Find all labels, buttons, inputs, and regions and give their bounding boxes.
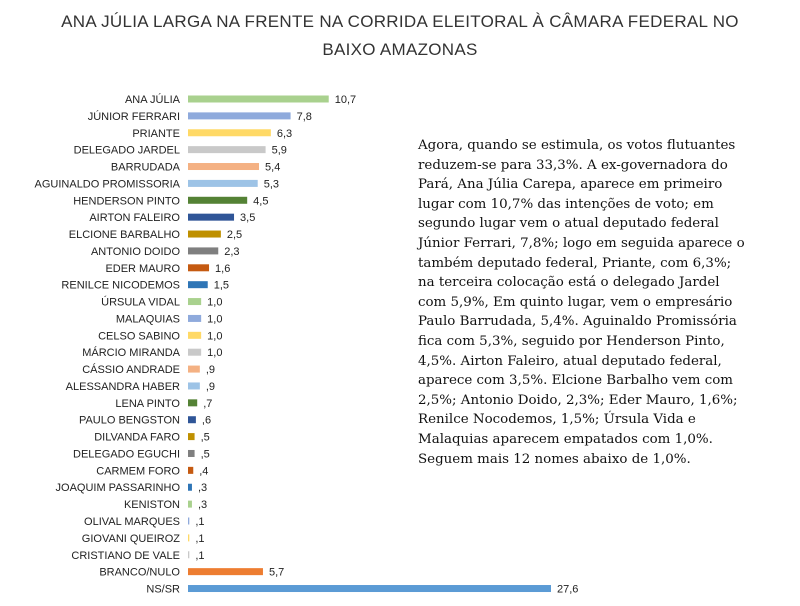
value-label-ursula-vidal: 1,0 — [207, 296, 223, 309]
value-label-keniston: ,3 — [197, 499, 208, 512]
value-label-renilce-nicodemos: 1,5 — [213, 279, 230, 292]
category-label-paulo-bengston: PAULO BENGSTON — [78, 414, 180, 427]
value-label-carmem-foro: ,4 — [199, 465, 209, 478]
bar-ns-sr — [188, 585, 551, 592]
bar-junior-ferrari — [188, 112, 291, 119]
bar-cassio-andrade — [188, 366, 200, 373]
article-line: Júnior Ferrari, 7,8%; logo em seguida aparece o — [418, 235, 745, 251]
value-label-delegado-eguchi: ,5 — [200, 448, 210, 461]
article-line: Agora, quando se estimula, os votos flutuantes — [418, 138, 736, 153]
article-line: segundo lugar vem o atual deputado federal — [418, 216, 719, 232]
bar-alessandra-haber — [188, 382, 200, 389]
value-label-branco-nulo: 5,7 — [268, 566, 285, 579]
article-line: Malaquias aparecem empatados com 1,0%. — [418, 431, 713, 447]
bar-dilvanda-faro — [188, 433, 195, 440]
bar-eder-mauro — [188, 264, 209, 271]
value-label-airton-faleiro: 3,5 — [240, 212, 256, 225]
bar-celso-sabino — [188, 332, 201, 339]
value-label-lena-pinto: ,7 — [203, 397, 213, 410]
bar-olival-marques — [188, 518, 189, 525]
article-line: Seguem mais 12 nomes abaixo de 1,0%. — [418, 451, 691, 467]
value-label-cassio-andrade: ,9 — [205, 364, 216, 377]
value-label-barrudada: 5,4 — [265, 161, 281, 174]
bar-henderson-pinto — [188, 197, 247, 204]
category-label-ns-sr: NS/SR — [146, 583, 180, 596]
article-line: aparece com 3,5%. Elcione Barbalho vem com — [418, 373, 734, 389]
bar-carmem-foro — [188, 467, 193, 474]
category-label-alessandra-haber: ALESSANDRA HABER — [65, 380, 180, 393]
article-line: Paulo Barrudada, 5,4%. Aguinaldo Promissória — [418, 314, 737, 330]
bar-aguinaldo-promissoria — [188, 180, 258, 187]
bar-airton-faleiro — [188, 214, 234, 221]
article-line: fica com 5,3%, seguido por Henderson Pinto, — [418, 333, 725, 349]
bar-keniston — [188, 501, 192, 508]
chart-title-line-1: ANA JÚLIA LARGA NA FRENTE NA CORRIDA ELEITORAL À CÂMARA FEDERAL NO — [61, 12, 739, 31]
value-label-marcio-miranda: 1,0 — [207, 347, 223, 360]
article-line: lugar com 10,7% das intenções de voto; em — [418, 196, 714, 212]
value-label-olival-marques: ,1 — [195, 516, 205, 528]
bar-ana-julia — [188, 96, 329, 103]
category-label-lena-pinto: LENA PINTO — [115, 397, 180, 410]
category-label-eder-mauro: EDER MAURO — [105, 262, 180, 275]
bar-branco-nulo — [188, 568, 263, 575]
article-line: com 5,9%, Em quinto lugar, vem o empresário — [418, 294, 733, 310]
category-label-antonio-doido: ANTONIO DOIDO — [90, 245, 180, 258]
value-label-dilvanda-faro: ,5 — [200, 431, 210, 444]
value-label-celso-sabino: 1,0 — [207, 330, 223, 343]
value-label-antonio-doido: 2,3 — [224, 245, 240, 258]
bar-lena-pinto — [188, 399, 197, 406]
category-label-keniston: KENISTON — [123, 499, 180, 512]
article-text — [418, 136, 790, 469]
article-line: 4,5%. Airton Faleiro, atual deputado federal, — [418, 353, 722, 369]
value-label-eder-mauro: 1,6 — [215, 262, 231, 275]
category-label-elcione-barbalho: ELCIONE BARBALHO — [68, 229, 180, 242]
category-label-celso-sabino: CELSO SABINO — [98, 330, 180, 343]
article-line: 2,5%; Antonio Doido, 2,3%; Eder Mauro, 1,6%; — [418, 392, 738, 408]
category-label-malaquias: MALAQUIAS — [115, 313, 180, 326]
category-label-delegado-eguchi: DELEGADO EGUCHI — [73, 448, 180, 461]
article-line: Renilce Nocodemos, 1,5%; Úrsula Vida e — [418, 412, 696, 428]
category-label-dilvanda-faro: DILVANDA FARO — [94, 431, 180, 444]
category-label-henderson-pinto: HENDERSON PINTO — [73, 195, 180, 208]
category-label-ana-julia: ANA JÚLIA — [124, 94, 180, 106]
category-label-giovani-queiroz: GIOVANI QUEIROZ — [81, 532, 180, 545]
value-label-aguinaldo-promissoria: 5,3 — [263, 178, 280, 191]
bar-ursula-vidal — [188, 298, 201, 305]
bar-paulo-bengston — [188, 416, 196, 423]
value-label-ana-julia: 10,7 — [334, 94, 357, 106]
bar-delegado-eguchi — [188, 450, 195, 457]
value-label-alessandra-haber: ,9 — [205, 380, 216, 393]
value-label-delegado-jardel: 5,9 — [271, 144, 287, 157]
bar-cristiano-de-vale — [188, 551, 189, 558]
category-label-barrudada: BARRUDADA — [110, 161, 180, 174]
value-label-priante: 6,3 — [276, 127, 293, 140]
bar-joaquim-passarinho — [188, 484, 192, 491]
chart-title — [20, 8, 780, 64]
bar-barrudada — [188, 163, 259, 170]
category-label-joaquim-passarinho: JOAQUIM PASSARINHO — [55, 482, 180, 495]
category-label-aguinaldo-promissoria: AGUINALDO PROMISSORIA — [34, 178, 180, 191]
article-line: na terceira colocação está o delegado Jardel — [418, 275, 720, 291]
article-line: reduzem-se para 33,3%. A ex-governadora do — [418, 157, 728, 173]
value-label-joaquim-passarinho: ,3 — [197, 482, 208, 495]
bar-antonio-doido — [188, 247, 218, 254]
value-label-cristiano-de-vale: ,1 — [195, 549, 205, 562]
category-label-ursula-vidal: ÚRSULA VIDAL — [101, 296, 180, 309]
category-label-cassio-andrade: CÁSSIO ANDRADE — [82, 364, 180, 377]
value-label-giovani-queiroz: ,1 — [195, 532, 205, 545]
value-label-malaquias: 1,0 — [207, 313, 223, 326]
category-label-junior-ferrari: JÚNIOR FERRARI — [87, 110, 180, 123]
value-label-henderson-pinto: 4,5 — [253, 195, 269, 208]
category-label-airton-faleiro: AIRTON FALEIRO — [89, 212, 180, 225]
value-label-elcione-barbalho: 2,5 — [226, 229, 243, 242]
category-label-renilce-nicodemos: RENILCE NICODEMOS — [61, 279, 180, 292]
category-label-carmem-foro: CARMEM FORO — [96, 465, 180, 478]
category-label-branco-nulo: BRANCO/NULO — [99, 566, 180, 579]
category-label-marcio-miranda: MÁRCIO MIRANDA — [82, 347, 180, 360]
bar-renilce-nicodemos — [188, 281, 208, 288]
bar-malaquias — [188, 315, 201, 322]
bar-giovani-queiroz — [188, 534, 189, 541]
article-line: também deputado federal, Priante, com 6,3%; — [418, 255, 732, 271]
chart-title-line-2: BAIXO AMAZONAS — [322, 40, 478, 59]
value-label-paulo-bengston: ,6 — [201, 414, 212, 427]
bar-delegado-jardel — [188, 146, 266, 153]
category-label-olival-marques: OLIVAL MARQUES — [84, 516, 180, 528]
bar-elcione-barbalho — [188, 231, 221, 238]
category-label-priante: PRIANTE — [132, 127, 180, 140]
value-label-junior-ferrari: 7,8 — [296, 110, 312, 123]
article-line: Pará, Ana Júlia Carepa, aparece em primeiro — [418, 177, 723, 193]
bar-marcio-miranda — [188, 349, 201, 356]
value-label-ns-sr: 27,6 — [557, 583, 579, 596]
bar-priante — [188, 129, 271, 136]
category-label-delegado-jardel: DELEGADO JARDEL — [73, 144, 180, 157]
category-label-cristiano-de-vale: CRISTIANO DE VALE — [71, 549, 180, 562]
